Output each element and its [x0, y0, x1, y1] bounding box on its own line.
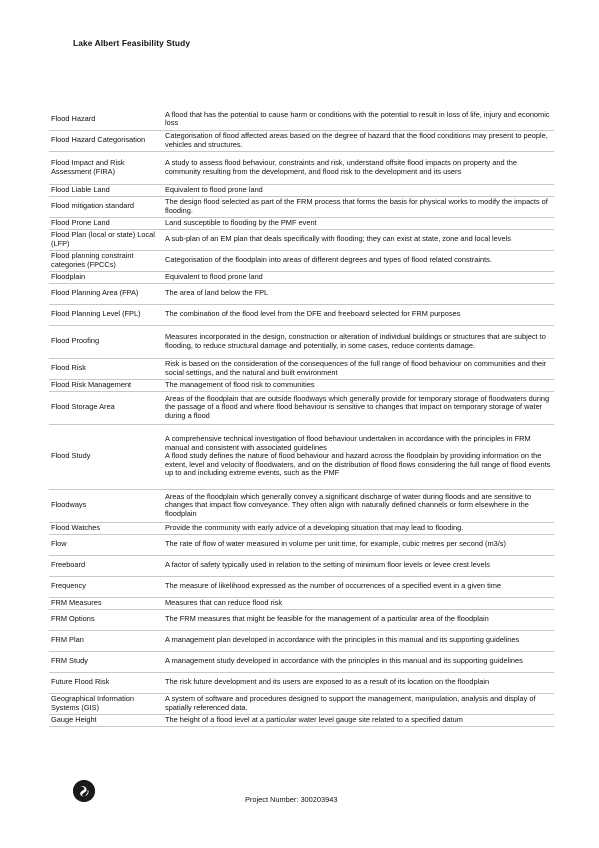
- glossary-definition: Risk is based on the consideration of the consequences of the full range of flood behaviour on communities and their social settings, and the natural and built environment: [163, 358, 554, 379]
- glossary-definition: Categorisation of flood affected areas based on the degree of hazard that the flood conditions may present to people, vehicles and structures.: [163, 130, 554, 151]
- glossary-term: Flood Planning Area (FPA): [49, 283, 163, 304]
- table-row: [49, 196, 554, 217]
- table-row: [49, 358, 554, 379]
- glossary-definition: Measures incorporated in the design, construction or alteration of individual buildings or structures that are subject to flooding, to reduce structural damage and potentially, in some cases, reduce contents damage.: [163, 325, 554, 358]
- glossary-definition: Areas of the floodplain that are outside floodways which generally provide for temporary storage of floodwaters during the passage of a flood and where flood behaviour is sensitive to changes that impact on temporary storage of water during a flood: [163, 391, 554, 424]
- glossary-definition: A management study developed in accordance with the principles in this manual and its supporting guidelines: [163, 651, 554, 672]
- glossary-definition: Provide the community with early advice of a developing situation that may lead to flooding.: [163, 522, 554, 534]
- table-row: [49, 184, 554, 196]
- table-row: [49, 651, 554, 672]
- glossary-definition: A study to assess flood behaviour, constraints and risk, understand offsite flood impacts on property and the community resulting from the development, and flood risk to the development and its users: [163, 151, 554, 184]
- glossary-definition: A system of software and procedures designed to support the management, manipulation, analysis and display of spatially referenced data.: [163, 693, 554, 714]
- glossary-term: Flood Proofing: [49, 325, 163, 358]
- document-title: Lake Albert Feasibility Study: [73, 38, 191, 48]
- glossary-definition: A sub-plan of an EM plan that deals specifically with flooding; they can exist at state, zone and local levels: [163, 229, 554, 250]
- table-row: [49, 714, 554, 726]
- glossary-definition: Areas of the floodplain which generally convey a significant discharge of water during floods and are sensitive to changes that impact flow conveyance. They often align with naturally defined channels or form elsewhere in the floodplain: [163, 489, 554, 522]
- table-row: [49, 609, 554, 630]
- glossary-term: Flood Study: [49, 424, 163, 489]
- glossary-definition: The measure of likelihood expressed as the number of occurrences of a specified event in a given time: [163, 576, 554, 597]
- table-row: [49, 489, 554, 522]
- table-row: [49, 424, 554, 489]
- table-row: [49, 271, 554, 283]
- glossary-definition: Equivalent to flood prone land: [163, 271, 554, 283]
- glossary-term: Flood Hazard: [49, 109, 163, 130]
- table-row: [49, 693, 554, 714]
- table-row: [49, 630, 554, 651]
- table-row: [49, 109, 554, 130]
- glossary-term: Flood Impact and Risk Assessment (FIRA): [49, 151, 163, 184]
- table-row: [49, 555, 554, 576]
- glossary-definition: A flood that has the potential to cause harm or conditions with the potential to result in loss of life, injury and economic loss: [163, 109, 554, 130]
- glossary-term: FRM Measures: [49, 597, 163, 609]
- table-row: [49, 391, 554, 424]
- project-number: Project Number: 300203943: [245, 795, 338, 804]
- glossary-term: Flood Storage Area: [49, 391, 163, 424]
- table-row: [49, 283, 554, 304]
- glossary-term: Flood Liable Land: [49, 184, 163, 196]
- glossary-term: Geographical Information Systems (GIS): [49, 693, 163, 714]
- glossary-term: Gauge Height: [49, 714, 163, 726]
- glossary-definition: A management plan developed in accordance with the principles in this manual and its supporting guidelines: [163, 630, 554, 651]
- table-row: [49, 151, 554, 184]
- glossary-term: Flood Hazard Categorisation: [49, 130, 163, 151]
- glossary-definition: Land susceptible to flooding by the PMF event: [163, 217, 554, 229]
- glossary-definition: A comprehensive technical investigation of flood behaviour undertaken in accordance with the principles in FRM manual and consistent with associated guidelines A flood study defines the nature of flood behaviour and hazard across the floodplain by providing information on the extent, level and velocity of floodwaters, and on the distribution of flood flows considering the full range of flood events up to and including extreme events, such as the PMF: [163, 424, 554, 489]
- table-row: [49, 304, 554, 325]
- glossary-definition: Measures that can reduce flood risk: [163, 597, 554, 609]
- glossary-term: Frequency: [49, 576, 163, 597]
- glossary-term: Flood Plan (local or state) Local (LFP): [49, 229, 163, 250]
- glossary-term: Flood Risk Management: [49, 379, 163, 391]
- glossary-term: Flood mitigation standard: [49, 196, 163, 217]
- glossary-definition: The area of land below the FPL: [163, 283, 554, 304]
- glossary-definition: Categorisation of the floodplain into areas of different degrees and types of flood related constraints.: [163, 250, 554, 271]
- glossary-term: FRM Plan: [49, 630, 163, 651]
- table-row: [49, 534, 554, 555]
- glossary-term: Flood Watches: [49, 522, 163, 534]
- table-row: [49, 229, 554, 250]
- glossary-term: FRM Options: [49, 609, 163, 630]
- glossary-definition: The design flood selected as part of the FRM process that forms the basis for physical works to modify the impacts of flooding.: [163, 196, 554, 217]
- glossary-term: Floodways: [49, 489, 163, 522]
- glossary-term: Future Flood Risk: [49, 672, 163, 693]
- glossary-term: FRM Study: [49, 651, 163, 672]
- table-row: [49, 250, 554, 271]
- glossary-term: Flood Prone Land: [49, 217, 163, 229]
- glossary-definition: The FRM measures that might be feasible for the management of a particular area of the floodplain: [163, 609, 554, 630]
- table-row: [49, 379, 554, 391]
- glossary-term: Flow: [49, 534, 163, 555]
- table-row: [49, 597, 554, 609]
- glossary-definition: The height of a flood level at a particular water level gauge site related to a specified datum: [163, 714, 554, 726]
- table-row: [49, 130, 554, 151]
- table-row: [49, 522, 554, 534]
- table-row: [49, 325, 554, 358]
- glossary-definition: The management of flood risk to communities: [163, 379, 554, 391]
- glossary-definition: A factor of safety typically used in relation to the setting of minimum floor levels or levee crest levels: [163, 555, 554, 576]
- company-logo-icon: [73, 780, 95, 802]
- glossary-term: Flood Planning Level (FPL): [49, 304, 163, 325]
- table-row: [49, 576, 554, 597]
- glossary-definition: Equivalent to flood prone land: [163, 184, 554, 196]
- glossary-definition: The risk future development and its users are exposed to as a result of its location on the floodplain: [163, 672, 554, 693]
- glossary-table: [49, 109, 554, 727]
- glossary-definition: The rate of flow of water measured in volume per unit time, for example, cubic metres per second (m3/s): [163, 534, 554, 555]
- glossary-term: Flood Risk: [49, 358, 163, 379]
- table-row: [49, 672, 554, 693]
- glossary-term: Floodplain: [49, 271, 163, 283]
- glossary-body: [49, 109, 554, 726]
- glossary-term: Flood planning constraint categories (FPCCs): [49, 250, 163, 271]
- table-row: [49, 217, 554, 229]
- glossary-term: Freeboard: [49, 555, 163, 576]
- glossary-definition: The combination of the flood level from the DFE and freeboard selected for FRM purposes: [163, 304, 554, 325]
